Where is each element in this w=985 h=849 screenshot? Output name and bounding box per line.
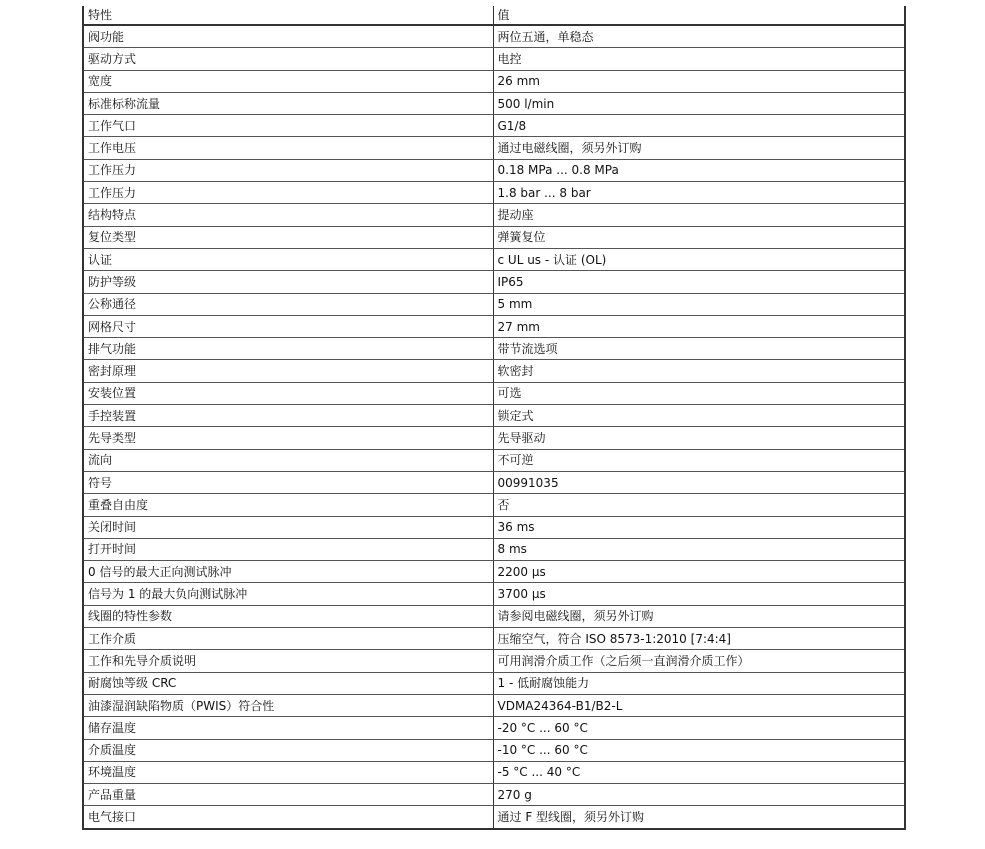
row-value: 0.18 MPa ... 0.8 MPa	[493, 159, 905, 181]
row-value: c UL us - 认证 (OL)	[493, 248, 905, 270]
table-body	[83, 25, 905, 829]
row-key: 介质温度	[83, 739, 493, 761]
row-key: 耐腐蚀等级 CRC	[83, 672, 493, 694]
table-row	[83, 248, 905, 270]
row-key: 产品重量	[83, 784, 493, 806]
row-key: 阀功能	[83, 25, 493, 48]
table-row	[83, 672, 905, 694]
row-key: 工作介质	[83, 628, 493, 650]
row-key: 工作和先导介质说明	[83, 650, 493, 672]
table-row	[83, 338, 905, 360]
table-row	[83, 538, 905, 560]
row-key: 电气接口	[83, 806, 493, 829]
row-value: 不可逆	[493, 449, 905, 471]
row-key: 公称通径	[83, 293, 493, 315]
row-key: 环境温度	[83, 761, 493, 783]
table-row	[83, 204, 905, 226]
table-row	[83, 694, 905, 716]
row-value: 27 mm	[493, 315, 905, 337]
row-key: 0 信号的最大正向测试脉冲	[83, 561, 493, 583]
table-row	[83, 449, 905, 471]
table-row	[83, 226, 905, 248]
row-key: 储存温度	[83, 717, 493, 739]
table-row	[83, 717, 905, 739]
table-row	[83, 48, 905, 70]
row-value: 26 mm	[493, 70, 905, 92]
table-row	[83, 70, 905, 92]
row-key: 结构特点	[83, 204, 493, 226]
row-value: 00991035	[493, 471, 905, 493]
table-row	[83, 806, 905, 829]
row-key: 流向	[83, 449, 493, 471]
row-value: 1 - 低耐腐蚀能力	[493, 672, 905, 694]
row-value: 提动座	[493, 204, 905, 226]
header-value: 值	[493, 6, 905, 25]
row-value: 8 ms	[493, 538, 905, 560]
row-key: 打开时间	[83, 538, 493, 560]
row-key: 油漆湿润缺陷物质（PWIS）符合性	[83, 694, 493, 716]
row-value: 压缩空气，符合 ISO 8573-1:2010 [7:4:4]	[493, 628, 905, 650]
row-value: 500 l/min	[493, 92, 905, 114]
table-row	[83, 784, 905, 806]
row-key: 信号为 1 的最大负向测试脉冲	[83, 583, 493, 605]
row-key: 网格尺寸	[83, 315, 493, 337]
table-row	[83, 494, 905, 516]
row-key: 排气功能	[83, 338, 493, 360]
row-key: 标准标称流量	[83, 92, 493, 114]
row-value: G1/8	[493, 115, 905, 137]
row-key: 宽度	[83, 70, 493, 92]
row-value: 通过 F 型线圈，须另外订购	[497, 810, 645, 825]
table-row	[83, 271, 905, 293]
row-key: 工作电压	[83, 137, 493, 159]
row-value: 软密封	[493, 360, 905, 382]
row-value: 两位五通，单稳态	[493, 25, 905, 48]
row-key: 密封原理	[83, 360, 493, 382]
table-row	[83, 561, 905, 583]
table-row	[83, 137, 905, 159]
row-value: 带节流选项	[493, 338, 905, 360]
table-header-row	[83, 6, 905, 25]
table-row	[83, 25, 905, 48]
row-value: 可选	[493, 382, 905, 404]
row-value: 可用润滑介质工作（之后须一直润滑介质工作）	[493, 650, 905, 672]
row-key: 安装位置	[83, 382, 493, 404]
row-key: 先导类型	[83, 427, 493, 449]
row-key: 手控装置	[83, 405, 493, 427]
spec-table	[82, 6, 906, 830]
row-value: -20 °C ... 60 °C	[493, 717, 905, 739]
table-row	[83, 92, 905, 114]
row-value: 请参阅电磁线圈，须另外订购	[493, 605, 905, 627]
table-row	[83, 628, 905, 650]
row-value: -5 °C ... 40 °C	[493, 761, 905, 783]
row-key: 复位类型	[83, 226, 493, 248]
table-row	[83, 427, 905, 449]
table-row	[83, 605, 905, 627]
table-row	[83, 471, 905, 493]
header-key: 特性	[83, 6, 493, 25]
row-key: 工作压力	[83, 159, 493, 181]
row-value: 通过电磁线圈，须另外订购	[493, 137, 905, 159]
row-key: 工作压力	[83, 182, 493, 204]
table-row	[83, 583, 905, 605]
row-key: 重叠自由度	[83, 494, 493, 516]
table-row	[83, 650, 905, 672]
table-row	[83, 405, 905, 427]
table-row	[83, 293, 905, 315]
row-key: 驱动方式	[83, 48, 493, 70]
table-row	[83, 159, 905, 181]
table-row	[83, 761, 905, 783]
row-value: 先导驱动	[493, 427, 905, 449]
table-row	[83, 315, 905, 337]
table-row	[83, 382, 905, 404]
row-key: 符号	[83, 471, 493, 493]
row-value: 2200 µs	[493, 561, 905, 583]
row-value: IP65	[493, 271, 905, 293]
table-row	[83, 360, 905, 382]
table-row	[83, 115, 905, 137]
table-row	[83, 516, 905, 538]
table-row	[83, 182, 905, 204]
row-value: VDMA24364-B1/B2-L	[493, 694, 905, 716]
row-key: 关闭时间	[83, 516, 493, 538]
row-value: 锁定式	[493, 405, 905, 427]
row-key: 认证	[83, 248, 493, 270]
row-value: 36 ms	[493, 516, 905, 538]
row-value: 5 mm	[493, 293, 905, 315]
row-value: 1.8 bar ... 8 bar	[493, 182, 905, 204]
row-value: 否	[493, 494, 905, 516]
row-value: 270 g	[493, 784, 905, 806]
row-key: 防护等级	[83, 271, 493, 293]
table-row	[83, 739, 905, 761]
row-key: 工作气口	[83, 115, 493, 137]
row-value: -10 °C ... 60 °C	[493, 739, 905, 761]
row-value: 3700 µs	[493, 583, 905, 605]
row-value: 弹簧复位	[493, 226, 905, 248]
row-value: 电控	[493, 48, 905, 70]
row-key: 线圈的特性参数	[83, 605, 493, 627]
